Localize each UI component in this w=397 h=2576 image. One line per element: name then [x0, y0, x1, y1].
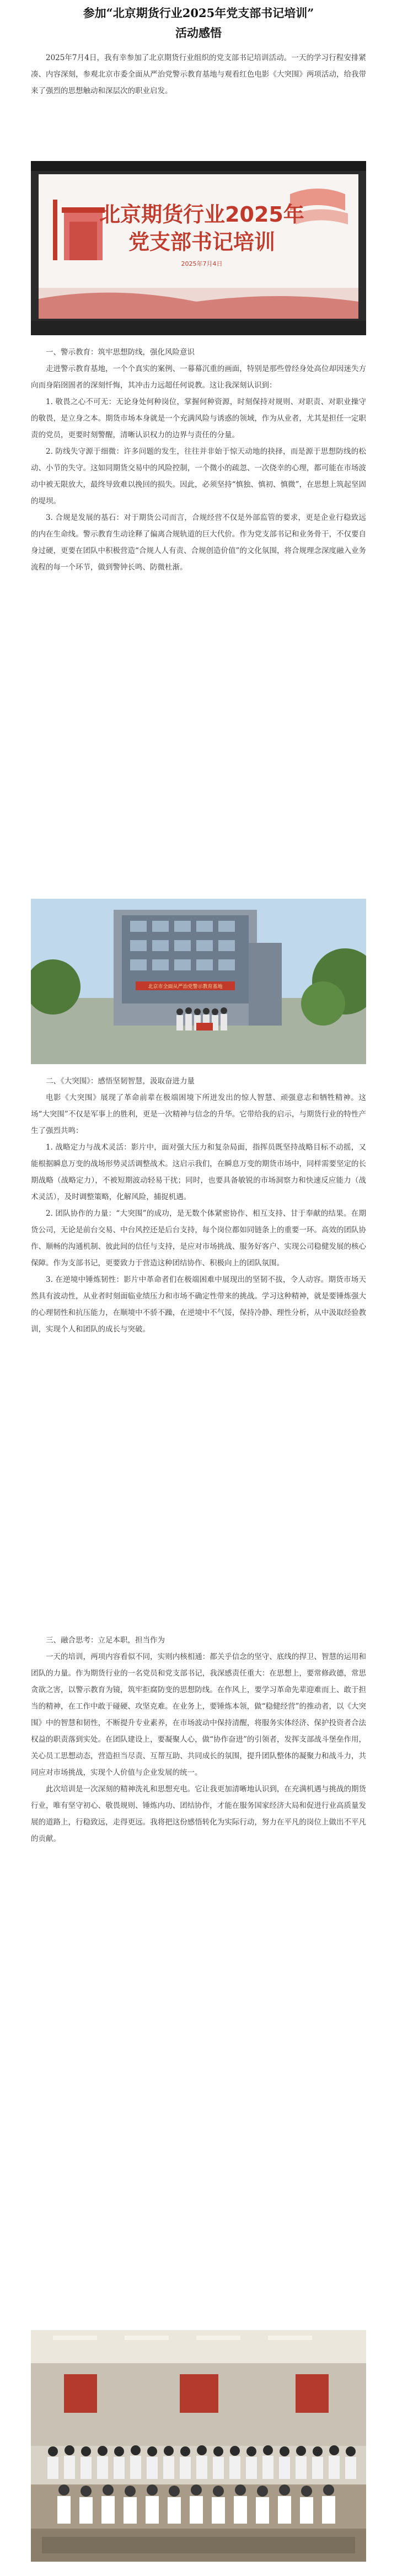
- point-label: 1. 敬畏之心不可无：: [46, 398, 116, 406]
- title-line-2: 活动感悟: [175, 26, 222, 40]
- section-1-point-1: [31, 394, 366, 443]
- point-body: 影片中，面对强大压力和复杂局面，指挥员既坚持战略目标不动摇，又能根据瞬息万变的战场形势灵活调整战术。这启示我们，在瞬息万变的期货市场中，同样需要坚定的长期战略（战略定力），不被短期波动轻易干扰；同时，也要具备敏锐的市场洞察力和快速反应能力（战术灵活），及时调整策略，化解风险，捕捉机遇。: [31, 1143, 367, 1201]
- intro-paragraph: 2025年7月4日，我有幸参加了北京期货行业组织的党支部书记培训活动。一天的学习行程安排紧凑、内容深刻，参观北京市委全面从严治党警示教育基地与观看红色电影《大突围》两项活动，给我带来了强烈的思想触动和深层次的职业启发。: [31, 53, 366, 95]
- group-photo: [31, 2330, 366, 2562]
- article-title: [22, 3, 375, 43]
- section-3-heading: 三、融合思考：立足本职，担当作为: [46, 1636, 165, 1645]
- section-3-body: 一天的培训，两项内容看似不同，实则内核相通：都关乎信念的坚守、底线的捍卫、智慧的运用和团队的力量。作为期货行业的一名党员和党支部书记，我深感责任重大：在思想上，要常修政德，常思贪欲之害，以警示教育为镜，筑牢拒腐防变的思想防线。在作风上，要学习革命先辈迎难而上、敢于担当的精神，在工作中敢于碰硬、攻坚克难。在业务上，要锤炼本领，做“稳健经营”的推动者，以《大突围》中的智慧和韧性，不断提升专业素养，在市场波动中保持清醒，将服务实体经济、保护投资者合法权益的职责落到实处。在团队建设上，要凝聚人心，做“协作奋进”的引领者，发挥支部战斗堡垒作用，关心员工思想动态，营造担当尽责、互帮互助、共同成长的氛围，提升团队整体的凝聚力和战斗力，共同应对市场挑战，实现个人价值与企业发展的统一。: [31, 1652, 366, 1777]
- building-sign: 北京市全面从严治党警示教育基地: [148, 984, 223, 990]
- section-2-intro: 电影《大突围》展现了革命前辈在极端困境下所迸发出的惊人智慧、顽强意志和牺牲精神。这场“大突围”不仅是军事上的胜利，更是一次精神与信念的升华。它带给我的启示，与期货行业的特性产生了强烈共鸣：: [31, 1093, 366, 1135]
- point-label: 3. 在逆境中锤炼韧性：: [46, 1275, 124, 1284]
- section-3-closing: 此次培训是一次深刻的精神洗礼和思想充电。它让我更加清晰地认识到，在充满机遇与挑战的期货行业，唯有坚守初心、敬畏规则、锤炼内功、团结协作，才能在服务国家经济大局和促进行业高质量发展的道路上，行稳致远，走得更远。我将把这份感悟转化为实际行动，努力在平凡的岗位上做出不平凡的贡献。: [31, 1785, 366, 1843]
- point-body: 许多问题的发生，往往并非始于惊天动地的抉择，而是源于思想防线的松动、小节的失守。这如同期货交易中的风险控制，一个微小的疏忽、一次侥幸的心理，都可能在市场波动中被无限放大，最终导致难以挽回的损失。因此，必须坚持“慎独、慎初、慎微”，在思想上筑起坚固的堤坝。: [31, 447, 367, 506]
- education-base-photo: [31, 899, 366, 1064]
- intro-block: [31, 50, 366, 99]
- section-2-point-1: [31, 1139, 366, 1205]
- section-1-intro: 走进警示教育基地，一个个真实的案例、一幕幕沉重的画面，特别是那些曾经身处高位却因迷失方向而身陷囹圄者的深刻忏悔，其冲击力远超任何说教。这让我深刻认识到：: [31, 364, 366, 390]
- section-3: [31, 1632, 366, 1847]
- section-1-point-3: [31, 509, 366, 576]
- section-1-point-2: [31, 443, 366, 509]
- section-1: [31, 344, 366, 576]
- point-body: 无论身处何种岗位，掌握何种资源，时刻保持对规则、对职责、对职业操守的敬畏，是立身之本。期货市场本身就是一个充满风险与诱惑的领域，作为从业者，尤其是担任一定职责的党员，更要时刻警醒，清晰认识权力的边界与责任的分量。: [31, 398, 367, 439]
- point-label: 1. 战略定力与战术灵活：: [46, 1143, 131, 1152]
- point-body: 对于期货公司而言，合规经营不仅是外部监管的要求，更是企业行稳致远的内在生命线。警示教育生动诠释了偏离合规轨道的巨大代价。作为党支部书记和业务骨干，不仅要自身过硬，更要在团队中积极营造“合规人人有责、合规创造价值”的文化氛围，将合规理念深度融入业务流程的每一个环节，做到警钟长鸣、防微杜渐。: [31, 513, 367, 572]
- section-2-point-3: [31, 1271, 366, 1338]
- title-line-1: 参加“北京期货行业2025年党支部书记培训”: [83, 6, 314, 20]
- point-body: 影片中革命者们在极端困难中展现出的坚韧不拔，令人动容。期货市场天然具有波动性，从业者时刻面临业绩压力和市场不确定性带来的挑战。学习这种精神，就是要锤炼强大的心理韧性和抗压能力，在顺境中不骄不躁，在逆境中不气馁，保持冷静、理性分析，从中汲取经验教训，实现个人和团队的成长与突破。: [31, 1275, 367, 1334]
- section-2-point-2: [31, 1205, 366, 1271]
- training-banner-photo: [31, 161, 366, 335]
- section-1-heading: 一、警示教育：筑牢思想防线，强化风险意识: [46, 348, 195, 357]
- point-label: 3. 合规是发展的基石：: [46, 513, 124, 522]
- point-label: 2. 团队协作的力量：: [46, 1209, 116, 1218]
- section-2: [31, 1073, 366, 1338]
- banner-title: 北京期货行业2025年: [99, 202, 304, 227]
- banner-subtitle: 党支部书记培训: [128, 230, 276, 254]
- point-label: 2. 防线失守源于细微：: [46, 447, 124, 456]
- point-body: “大突围”的成功，是无数个体紧密协作、相互支持、甘于奉献的结果。在期货公司，无论是前台交易、中台风控还是后台支持，每个岗位都如同链条上的重要一环。高效的团队协作、顺畅的沟通机制、彼此间的信任与支持，是应对市场挑战、服务好客户、实现公司稳健发展的核心保障。作为支部书记，更要致力于营造这种团结协作、积极向上的团队氛围。: [31, 1209, 366, 1268]
- section-2-heading: 二、《大突围》：感悟坚韧智慧，汲取奋进力量: [46, 1077, 195, 1086]
- banner-date: 2025年7月4日: [181, 260, 223, 267]
